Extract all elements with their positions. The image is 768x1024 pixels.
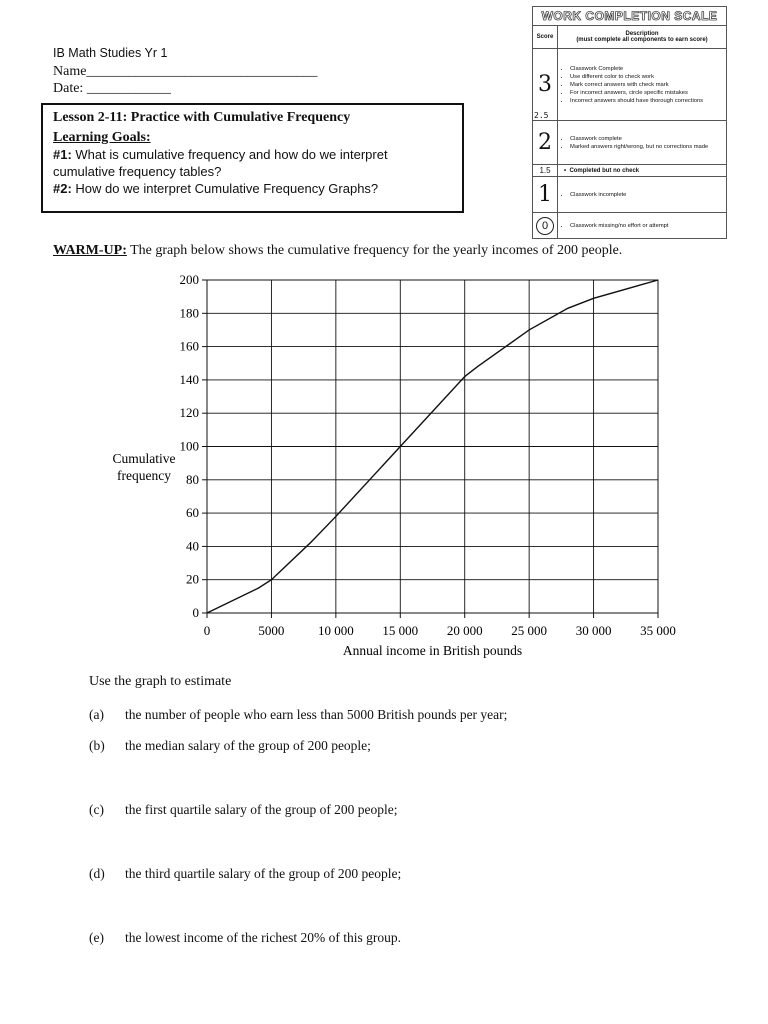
score-1-5-description: • Completed but no check — [558, 165, 727, 177]
goal-2-number: #2: — [53, 181, 72, 196]
x-tick-label: 5000 — [258, 623, 285, 638]
question-b: (b) the median salary of the group of 200 people; — [89, 738, 371, 753]
description-title: Description — [625, 31, 659, 37]
y-tick-label: 0 — [192, 605, 199, 620]
score-3-item: • Mark correct answers with check mark — [570, 81, 726, 89]
score-1-5: 1.5 — [533, 165, 558, 177]
learning-goal-2 — [53, 180, 452, 197]
lesson-title: Lesson 2-11: Practice with Cumulative Frequency — [53, 110, 351, 125]
score-2-5-item: • Marked answers right/wrong, but no corrections made — [570, 143, 726, 151]
y-tick-label: 100 — [179, 438, 199, 454]
name-field-label: Name_________________________________ — [53, 64, 318, 79]
score-3-item: • Classwork Complete — [570, 65, 726, 73]
score-2-5-description — [558, 121, 727, 165]
goal-2-text: How do we interpret Cumulative Frequency Graphs? — [71, 181, 379, 196]
score-3-item: • Incorrect answers should have thorough corrections — [570, 97, 726, 105]
x-tick-label: 35 000 — [640, 623, 676, 638]
score-0: 0 — [533, 213, 558, 239]
goal-1-text: What is cumulative frequency and how do we interpret cumulative frequency tables? — [53, 147, 388, 179]
x-axis-label: Annual income in British pounds — [342, 643, 523, 658]
description-column-header — [558, 26, 727, 49]
learning-goals-heading: Learning Goals: — [53, 130, 151, 145]
lesson-box — [41, 103, 464, 213]
score-3-item: • Use different color to check work — [570, 73, 726, 81]
score-column-header: Score — [533, 26, 558, 49]
x-tick-label: 30 000 — [575, 623, 612, 638]
score-1-description: • Classwork incomplete — [558, 177, 727, 213]
score-2-5: 2.5 2 — [533, 121, 558, 165]
questions-intro: Use the graph to estimate — [89, 674, 232, 689]
x-tick-label: 10 000 — [317, 623, 354, 638]
learning-goal-1 — [53, 146, 452, 180]
score-0-description: • Classwork missing/no effort or attempt — [558, 213, 727, 239]
date-field-label: Date: ____________ — [53, 81, 171, 96]
y-tick-label: 40 — [186, 538, 199, 554]
question-a: (a) the number of people who earn less than 5000 British pounds per year; — [89, 707, 508, 722]
score-3-description — [558, 49, 727, 121]
y-tick-label: 120 — [179, 405, 199, 421]
completion-scale-title: WORK COMPLETION SCALE — [533, 7, 727, 26]
course-title: IB Math Studies Yr 1 — [53, 46, 168, 60]
x-tick-label: 0 — [203, 623, 211, 638]
work-completion-scale — [532, 6, 727, 239]
score-3-item: • For incorrect answers, circle specific mistakes — [570, 89, 726, 97]
question-d: (d) the third quartile salary of the group of 200 people; — [89, 866, 402, 881]
y-tick-label: 60 — [186, 505, 199, 521]
warmup-text — [53, 243, 622, 259]
x-tick-label: 20 000 — [446, 623, 483, 638]
goal-1-number: #1: — [53, 147, 72, 162]
y-tick-label: 80 — [186, 471, 199, 487]
question-e: (e) the lowest income of the richest 20% of this group. — [89, 930, 401, 945]
y-tick-label: 20 — [186, 571, 199, 587]
score-2-5-item: • Classwork complete — [570, 135, 726, 143]
score-1: 1 — [533, 177, 558, 213]
x-tick-label: 15 000 — [382, 623, 419, 638]
question-c: (c) the first quartile salary of the group of 200 people; — [89, 802, 398, 817]
y-tick-label: 140 — [179, 371, 199, 387]
cumulative-frequency-chart — [100, 268, 700, 663]
x-tick-label: 25 000 — [511, 623, 548, 638]
y-axis-label: Cumulative frequency — [112, 451, 176, 484]
description-subtitle: (must complete all components to earn score) — [576, 37, 708, 43]
y-tick-label: 160 — [179, 338, 199, 354]
warmup-description: The graph below shows the cumulative frequency for the yearly incomes of 200 people. — [126, 243, 623, 258]
warmup-label: WARM-UP: — [53, 243, 127, 258]
score-3: 3 — [533, 49, 558, 121]
y-tick-label: 180 — [179, 305, 199, 321]
y-tick-label: 200 — [179, 272, 199, 287]
